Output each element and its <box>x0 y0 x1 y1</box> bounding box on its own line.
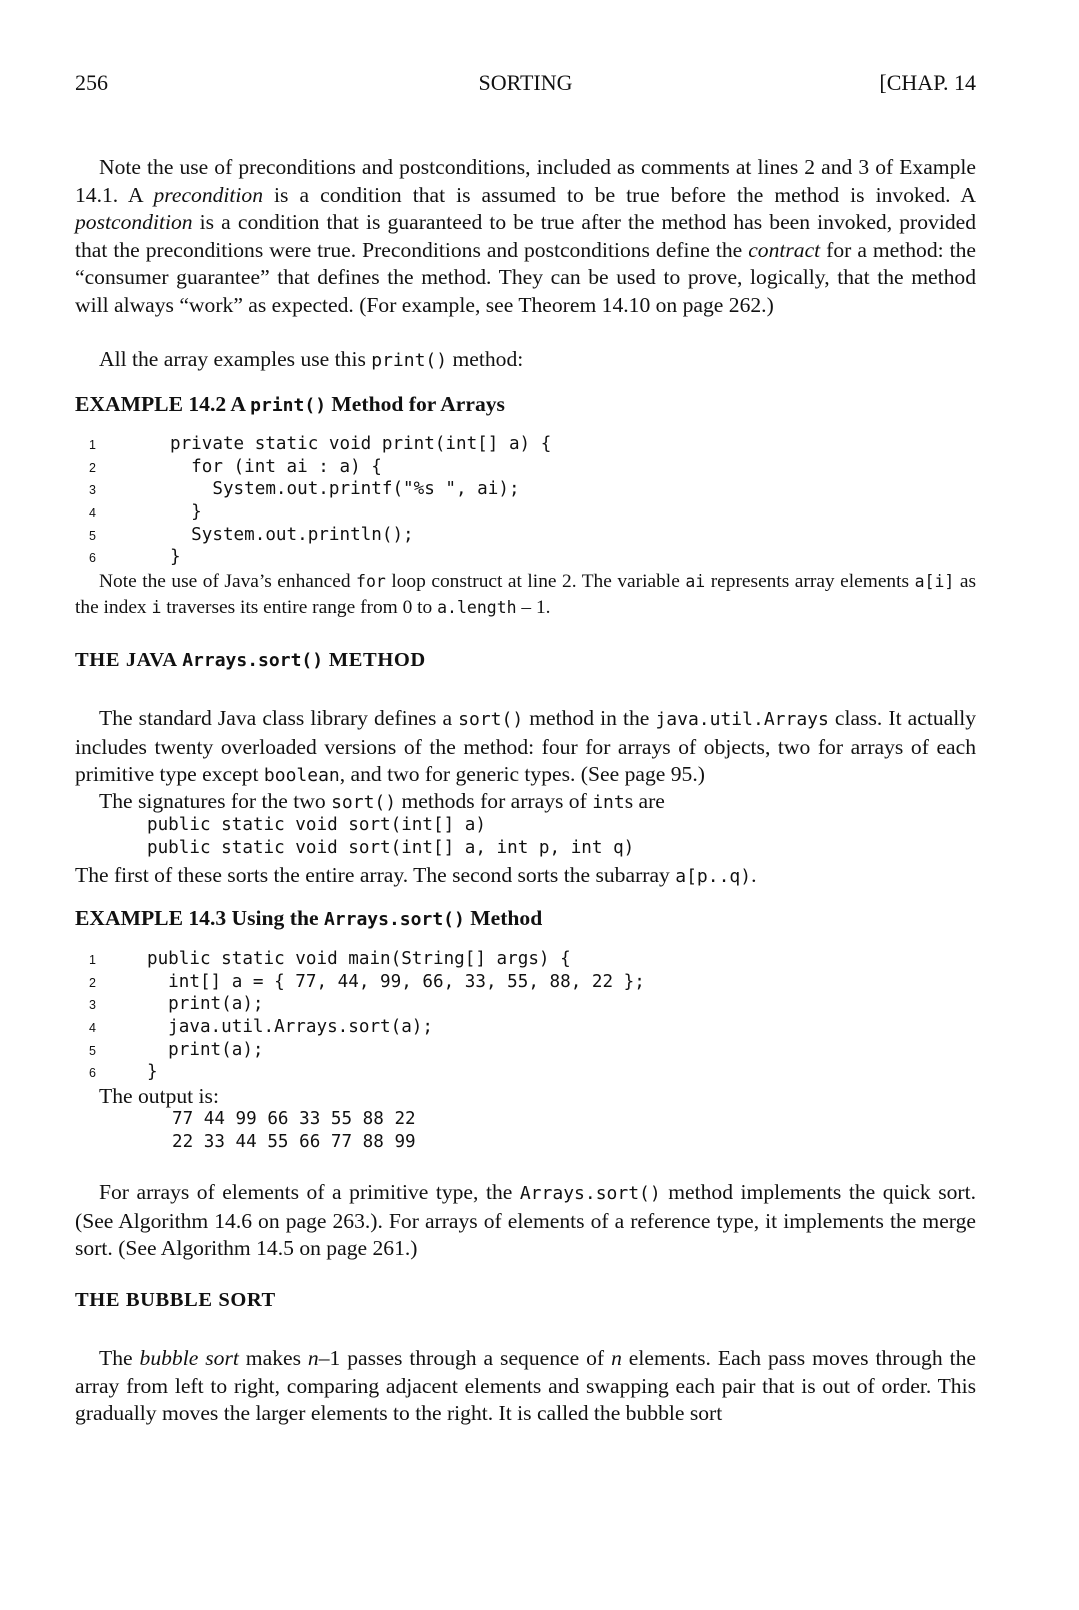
example-14-3-code <box>75 949 976 1085</box>
emphasis-contract: contract <box>748 237 821 262</box>
text: elements. Each pass moves through the array from left to right, comparing adjacent elements and swapping each pair that is out of order. This gradually moves the larger elements to the right. It is called the bubble sort <box>75 1346 976 1425</box>
text: Method <box>464 906 543 930</box>
text: THE JAVA <box>75 649 183 671</box>
page-number: 256 <box>75 70 108 95</box>
quick-merge-paragraph <box>75 1179 976 1263</box>
line-number: 5 <box>89 528 96 543</box>
text: For arrays of elements of a primitive type, the <box>99 1180 520 1204</box>
line-number: 1 <box>89 438 96 452</box>
example-14-3-title <box>75 906 542 931</box>
inline-code: Arrays.sort() <box>182 650 324 671</box>
text: – 1. <box>516 596 551 618</box>
emphasis-precondition: precondition <box>153 182 264 207</box>
line-number: 3 <box>89 483 96 498</box>
text: The first of these sorts the entire array. The second sorts the subarray <box>75 863 676 887</box>
text: method in the <box>523 706 656 730</box>
inline-code: ai <box>685 572 706 591</box>
text: traverses its entire range from 0 to <box>161 596 438 618</box>
chapter-label: [CHAP. 14 <box>879 70 976 95</box>
code-text: private static void print(int[] a) { <box>170 434 552 454</box>
code-text: print(a); <box>147 994 264 1015</box>
line-number: 3 <box>89 998 96 1013</box>
text: loop construct at line 2. The variable <box>385 571 686 592</box>
code-text: } <box>170 547 181 568</box>
emphasis-n: n <box>307 1346 319 1370</box>
inline-code: a[p..q) <box>675 866 752 887</box>
signatures-intro <box>75 788 976 817</box>
text: represents array elements <box>705 571 915 592</box>
subarray-sentence <box>75 862 976 891</box>
code-line <box>75 457 976 480</box>
inline-code: Arrays.sort() <box>519 1183 661 1204</box>
code-text: for (int ai : a) { <box>170 456 382 477</box>
code-line <box>75 547 976 570</box>
text: EXAMPLE 14.2 A <box>75 392 251 416</box>
code-text: System.out.println(); <box>170 524 414 545</box>
text: s are <box>624 789 665 813</box>
section-heading-bubble-sort: THE BUBBLE SORT <box>75 1289 276 1311</box>
line-number: 6 <box>89 551 96 566</box>
code-text: print(a); <box>147 1039 264 1060</box>
inline-code: a[i] <box>914 572 955 591</box>
code-line <box>75 1017 976 1040</box>
running-header <box>75 70 976 100</box>
output-label: The output is: <box>99 1084 219 1108</box>
inline-code: java.util.Arrays <box>655 709 829 730</box>
text: is a condition that is guaranteed to be true after the method has been invoked, provided that the preconditions were true. Preconditions and postconditions define the <box>75 210 976 262</box>
text: , and two for generic types. (See page 95.) <box>339 762 705 786</box>
emphasis-n: n <box>611 1346 622 1370</box>
signature-2: public static void sort(int[] a, int p, int q) <box>147 838 635 858</box>
signature-1: public static void sort(int[] a) <box>147 815 486 835</box>
text: The signatures for the two <box>99 789 332 813</box>
code-line <box>75 972 976 995</box>
emphasis-postcondition: postcondition <box>75 210 193 234</box>
code-line <box>75 1062 976 1085</box>
inline-code: sort() <box>331 792 397 813</box>
text: The <box>99 1346 140 1370</box>
section-heading-arrays-sort <box>75 649 426 672</box>
text: Method for Arrays <box>326 392 505 416</box>
text: EXAMPLE 14.3 Using the <box>75 906 324 930</box>
code-line <box>75 994 976 1017</box>
text: . <box>751 863 757 887</box>
text: –1 passes through a sequence of <box>318 1346 612 1370</box>
line-number: 4 <box>89 1021 96 1036</box>
output-line: 22 33 44 55 66 77 88 99 <box>172 1132 416 1152</box>
inline-code: for <box>356 572 386 591</box>
text: methods for arrays of <box>396 789 593 813</box>
text: class. It actually includes twenty overloaded versions of the method: four for arrays of objects, two for arrays of each primitive type except <box>75 706 976 786</box>
text: method: <box>447 347 524 371</box>
output-line: 77 44 99 66 33 55 88 22 <box>172 1109 416 1129</box>
example-14-2-code <box>75 434 976 570</box>
text: The standard Java class library defines a <box>99 706 459 730</box>
code-text: int[] a = { 77, 44, 99, 66, 33, 55, 88, 22 }; <box>147 971 645 992</box>
text: All the array examples use this <box>99 347 372 371</box>
inline-code: sort() <box>458 709 524 730</box>
code-line <box>75 479 976 502</box>
inline-code: boolean <box>263 765 340 786</box>
inline-code: Arrays.sort() <box>323 909 465 930</box>
line-number: 5 <box>89 1043 96 1058</box>
inline-code: int <box>592 792 625 813</box>
code-text: java.util.Arrays.sort(a); <box>147 1017 433 1038</box>
code-text: System.out.printf("%s ", ai); <box>170 479 520 500</box>
example-14-2-note <box>75 569 976 620</box>
text: METHOD <box>323 649 426 671</box>
line-number: 2 <box>89 460 96 475</box>
code-line <box>75 1040 976 1063</box>
line-number: 4 <box>89 506 96 521</box>
example-14-2-title <box>75 392 505 417</box>
text: makes <box>238 1346 308 1370</box>
emphasis-bubble-sort: bubble sort <box>139 1346 239 1370</box>
code-line <box>75 434 976 457</box>
line-number: 2 <box>89 975 96 990</box>
text: as the index <box>75 571 976 618</box>
text: Note the use of Java’s enhanced <box>99 571 357 592</box>
bubble-sort-paragraph <box>75 1345 976 1428</box>
intro-paragraph-2 <box>75 346 976 375</box>
line-number: 6 <box>89 1066 96 1081</box>
chapter-title: SORTING <box>478 70 573 95</box>
code-line <box>75 502 976 525</box>
code-line <box>75 949 976 972</box>
inline-code: print() <box>250 395 327 416</box>
inline-code: print() <box>371 350 448 371</box>
text: method implements the quick sort. (See Algorithm 14.6 on page 263.). For arrays of elements of a reference type, it implements the merge sort. (See Algorithm 14.5 on page 261.) <box>75 1180 976 1260</box>
text: is a condition that is assumed to be true before the method is invoked. A <box>263 182 976 207</box>
text: for a method: the “consumer guarantee” that defines the method. They can be used to prove, logically, that the method will always “work” as expected. (For example, see Theorem 14.10 on page 262.) <box>75 237 976 317</box>
code-text: public static void main(String[] args) { <box>147 949 571 969</box>
code-line <box>75 525 976 548</box>
inline-code: i <box>151 597 162 617</box>
text: Note the use of preconditions and postconditions, included as comments at lines 2 and 3 of Example 14.1. A <box>75 155 976 207</box>
inline-code: a.length <box>437 597 517 617</box>
code-text: } <box>147 1062 158 1083</box>
arrays-sort-paragraph <box>75 705 976 790</box>
code-text: } <box>170 502 202 523</box>
intro-paragraph <box>75 154 976 319</box>
line-number: 1 <box>89 953 96 967</box>
